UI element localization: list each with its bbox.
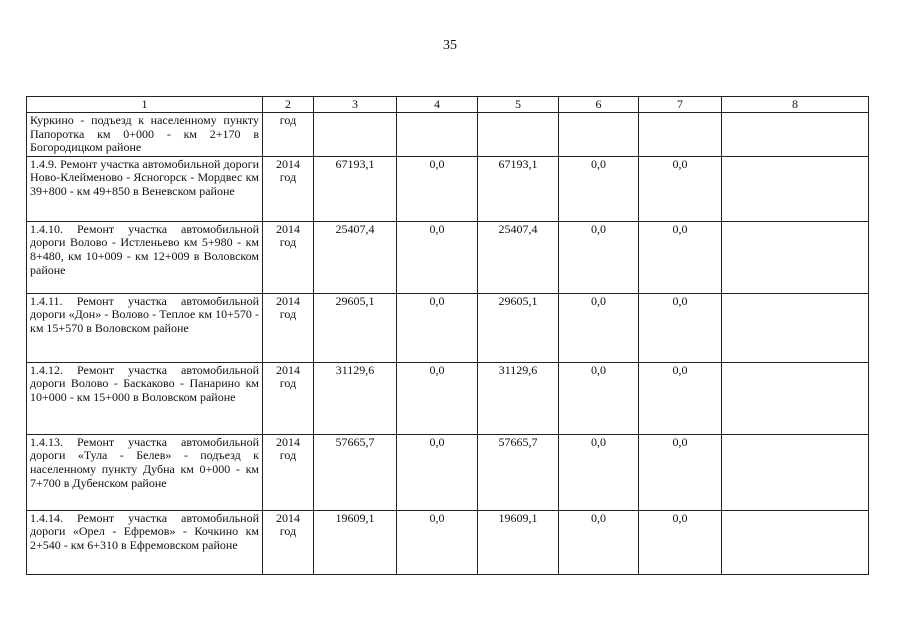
row-col-7: 0,0 — [639, 434, 722, 510]
row-col-3: 31129,6 — [314, 362, 397, 434]
row-col-7: 0,0 — [639, 221, 722, 293]
budget-table — [26, 96, 869, 575]
row-year — [263, 434, 314, 510]
row-col-5: 25407,4 — [478, 221, 559, 293]
table-row — [27, 113, 869, 157]
row-col-4: 0,0 — [397, 510, 478, 574]
row-year-label: год — [279, 170, 297, 185]
row-col-3: 29605,1 — [314, 293, 397, 362]
row-col-8 — [722, 156, 869, 221]
table-row — [27, 362, 869, 434]
header-col-4: 4 — [397, 97, 478, 113]
row-col-4: 0,0 — [397, 434, 478, 510]
row-year-label: год — [279, 448, 297, 463]
row-year — [263, 510, 314, 574]
table-row — [27, 510, 869, 574]
row-col-7: 0,0 — [639, 362, 722, 434]
row-col-3: 25407,4 — [314, 221, 397, 293]
row-col-7 — [639, 113, 722, 157]
row-col-7: 0,0 — [639, 156, 722, 221]
row-description: 1.4.10. Ремонт участка автомобильной дороги Волово - Истленьево км 5+980 - км 8+480, км 10+009 - км 12+009 в Воловском районе — [27, 221, 263, 293]
row-col-4: 0,0 — [397, 293, 478, 362]
table-row — [27, 221, 869, 293]
row-col-6: 0,0 — [559, 293, 639, 362]
row-col-5: 31129,6 — [478, 362, 559, 434]
row-year-number: 2014 — [276, 362, 300, 377]
row-description: Куркино - подъезд к населенному пункту Папоротка км 0+000 - км 2+170 в Богородицком районе — [27, 113, 263, 157]
row-col-6: 0,0 — [559, 434, 639, 510]
row-col-3: 19609,1 — [314, 510, 397, 574]
row-year-number: 2014 — [276, 434, 300, 449]
row-col-8 — [722, 221, 869, 293]
row-year-number: 2014 — [276, 156, 300, 171]
row-description: 1.4.14. Ремонт участка автомобильной дороги «Орел - Ефремов» - Кочкино км 2+540 - км 6+310 в Ефремовском районе — [27, 510, 263, 574]
row-col-6: 0,0 — [559, 362, 639, 434]
header-col-6: 6 — [559, 97, 639, 113]
row-year — [263, 113, 314, 157]
row-col-4: 0,0 — [397, 156, 478, 221]
row-description: 1.4.9. Ремонт участка автомобильной дороги Ново-Клейменово - Ясногорск - Мордвес км 39+800 - км 49+850 в Веневском районе — [27, 156, 263, 221]
row-col-7: 0,0 — [639, 293, 722, 362]
row-year-label: год — [279, 524, 297, 539]
row-col-6 — [559, 113, 639, 157]
row-col-5: 19609,1 — [478, 510, 559, 574]
row-col-8 — [722, 434, 869, 510]
row-col-4: 0,0 — [397, 221, 478, 293]
row-description: 1.4.12. Ремонт участка автомобильной дороги Волово - Баскаково - Панарино км 10+000 - км 15+000 в Воловском районе — [27, 362, 263, 434]
row-col-4 — [397, 113, 478, 157]
row-col-5: 29605,1 — [478, 293, 559, 362]
row-year — [263, 221, 314, 293]
row-year-label: год — [279, 307, 297, 322]
table-row — [27, 293, 869, 362]
row-col-8 — [722, 362, 869, 434]
row-col-7: 0,0 — [639, 510, 722, 574]
row-year — [263, 156, 314, 221]
row-col-4: 0,0 — [397, 362, 478, 434]
row-col-8 — [722, 293, 869, 362]
row-col-8 — [722, 113, 869, 157]
header-col-1: 1 — [27, 97, 263, 113]
header-col-2: 2 — [263, 97, 314, 113]
row-col-6: 0,0 — [559, 156, 639, 221]
table-row — [27, 156, 869, 221]
header-col-3: 3 — [314, 97, 397, 113]
row-description: 1.4.13. Ремонт участка автомобильной дороги «Тула - Белев» - подъезд к населенному пункту Дубна км 0+000 - км 7+700 в Дубенском районе — [27, 434, 263, 510]
row-col-3: 67193,1 — [314, 156, 397, 221]
row-col-6: 0,0 — [559, 221, 639, 293]
row-col-5 — [478, 113, 559, 157]
row-year-label: год — [279, 376, 297, 391]
row-year-label: год — [279, 113, 297, 127]
table-row — [27, 434, 869, 510]
row-col-5: 57665,7 — [478, 434, 559, 510]
row-year — [263, 293, 314, 362]
header-row — [27, 97, 869, 113]
row-col-8 — [722, 510, 869, 574]
page-number: 35 — [443, 38, 457, 53]
row-year-label: год — [279, 235, 297, 250]
row-year — [263, 362, 314, 434]
row-col-6: 0,0 — [559, 510, 639, 574]
header-col-8: 8 — [722, 97, 869, 113]
row-year-number: 2014 — [276, 221, 300, 236]
row-year-number: 2014 — [276, 510, 300, 525]
row-col-3 — [314, 113, 397, 157]
row-year-number: 2014 — [276, 293, 300, 308]
header-col-5: 5 — [478, 97, 559, 113]
row-col-3: 57665,7 — [314, 434, 397, 510]
row-description: 1.4.11. Ремонт участка автомобильной дороги «Дон» - Волово - Теплое км 10+570 - км 15+570 в Воловском районе — [27, 293, 263, 362]
row-col-5: 67193,1 — [478, 156, 559, 221]
header-col-7: 7 — [639, 97, 722, 113]
